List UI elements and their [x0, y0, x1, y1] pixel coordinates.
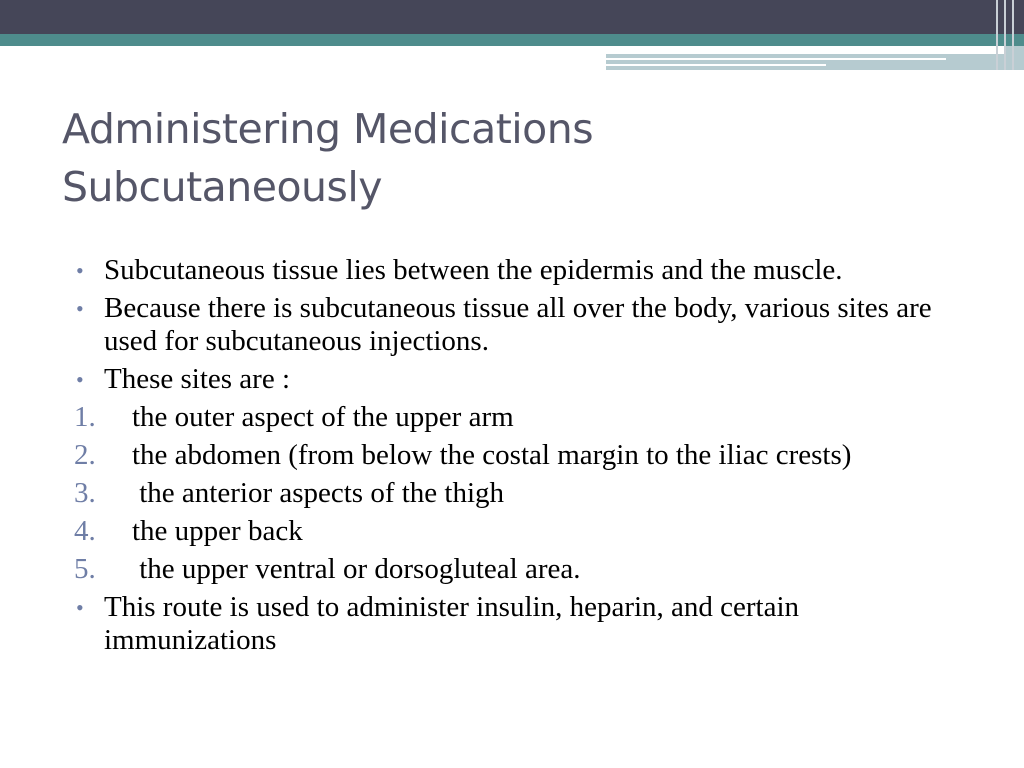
header-right-stripe	[1004, 0, 1006, 70]
slide-body	[74, 254, 974, 662]
header-band	[0, 0, 1024, 34]
numbered-item-text: the anterior aspects of the thigh	[132, 477, 505, 509]
numbered-item-text: the upper back	[132, 515, 303, 547]
number-marker: 1.	[74, 401, 96, 433]
header-teal-band	[0, 34, 1024, 46]
list-item-text: Because there is subcutaneous tissue all over the body, various sites are used for subcutaneous injections.	[104, 292, 932, 357]
header-right-stripe	[1012, 0, 1014, 70]
bullet-marker: •	[76, 367, 84, 392]
number-marker: 5.	[74, 553, 96, 585]
header-accent-line	[606, 58, 946, 60]
list-item-text: Subcutaneous tissue lies between the epidermis and the muscle.	[104, 254, 843, 286]
title-line-2: Subcutaneously	[62, 163, 383, 211]
list-item	[74, 254, 974, 287]
header-accent-line-short	[606, 64, 826, 66]
numbered-item	[74, 439, 974, 472]
numbered-item-text: the upper ventral or dorsogluteal area.	[132, 553, 581, 585]
header-accent-gap	[606, 46, 1004, 54]
list-item	[74, 363, 974, 396]
number-marker: 4.	[74, 515, 96, 547]
bullet-marker: •	[76, 296, 84, 321]
header-right-stripe	[996, 0, 998, 70]
bullet-marker: •	[76, 595, 84, 620]
list-item	[74, 591, 974, 657]
numbered-item-text: the outer aspect of the upper arm	[132, 401, 514, 433]
list-item-text: These sites are :	[104, 363, 291, 395]
number-marker: 3.	[74, 477, 96, 509]
title-line-1: Administering Medications	[62, 105, 594, 153]
numbered-item	[74, 553, 974, 586]
numbered-item	[74, 401, 974, 434]
slide-title	[62, 100, 982, 216]
list-item	[74, 292, 974, 358]
number-marker: 2.	[74, 439, 96, 471]
numbered-item-text: the abdomen (from below the costal margin to the iliac crests)	[132, 439, 852, 471]
numbered-item	[74, 515, 974, 548]
list-item-text: This route is used to administer insulin, heparin, and certain immunizations	[104, 591, 800, 656]
bullet-marker: •	[76, 258, 84, 283]
numbered-item	[74, 477, 974, 510]
